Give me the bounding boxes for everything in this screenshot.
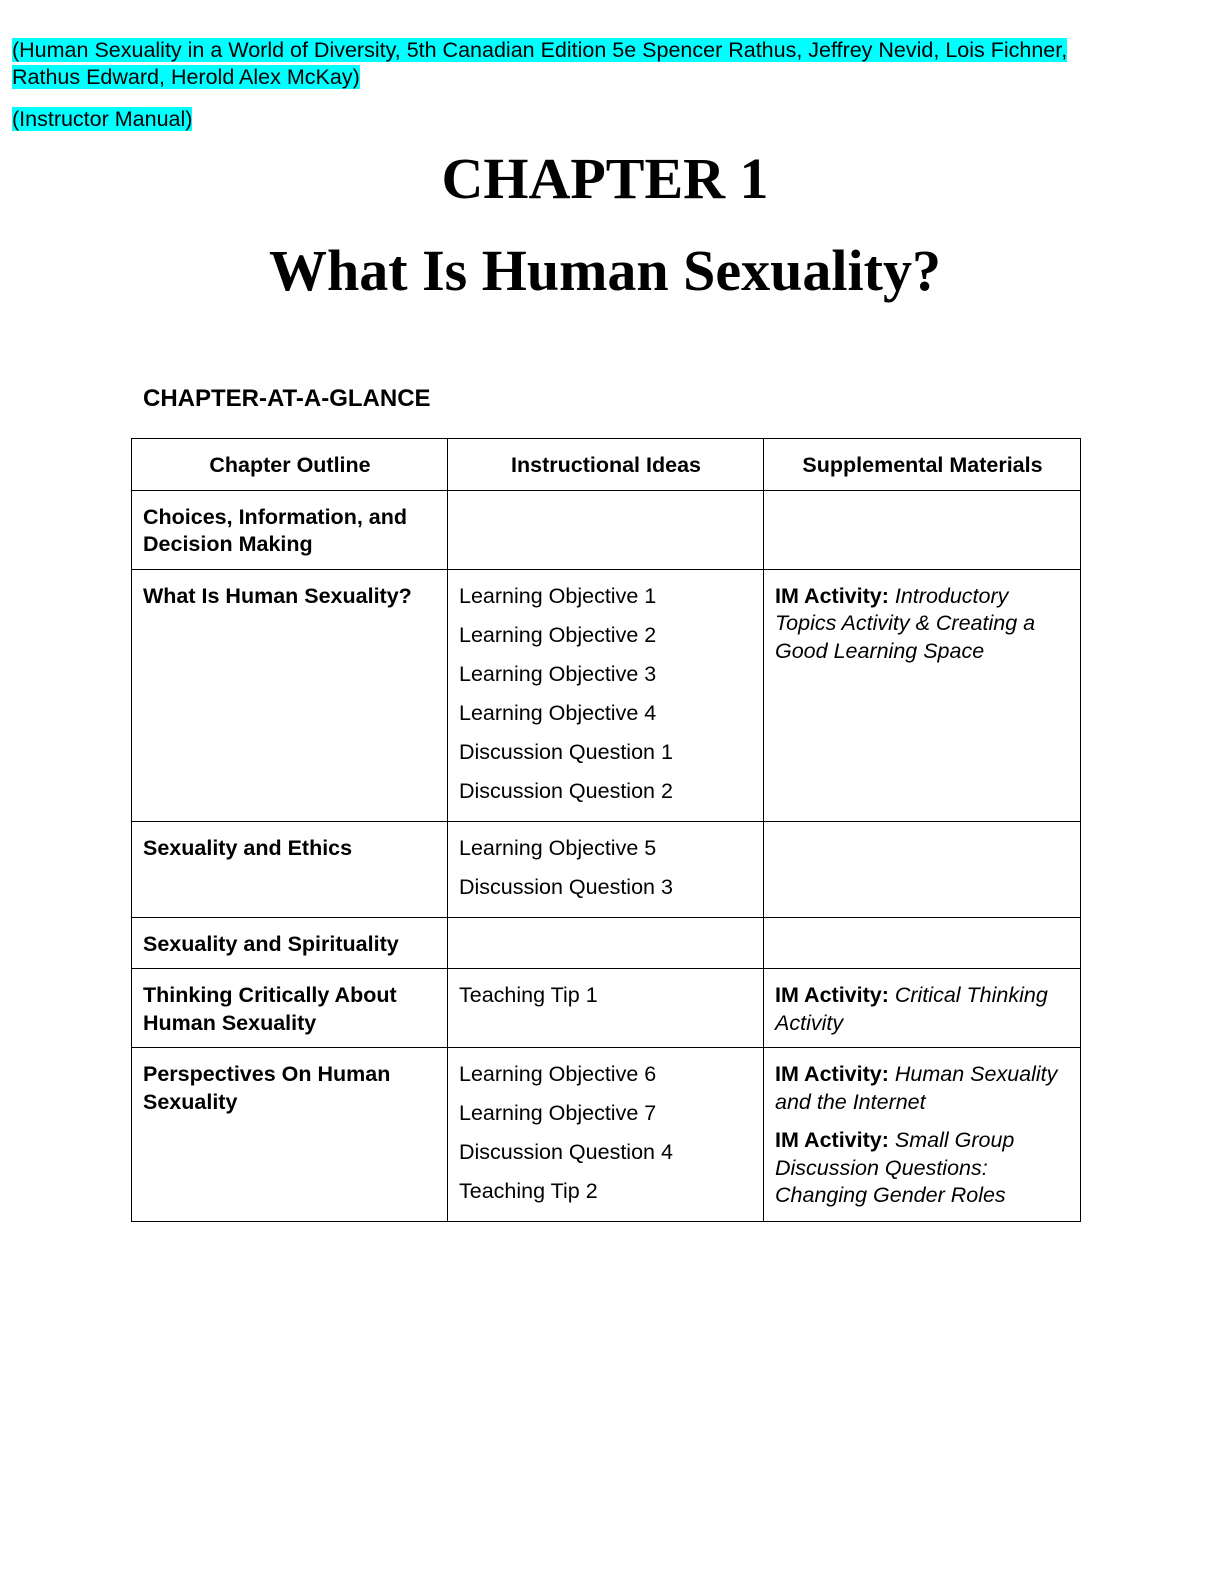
supplemental-materials-cell [764, 821, 1081, 917]
supplement-label: IM Activity: [775, 983, 889, 1007]
instructional-ideas-cell [448, 569, 764, 821]
chapter-at-a-glance-table [131, 438, 1081, 1222]
table-row [132, 490, 1081, 569]
supplement-item [775, 982, 1070, 1037]
instructional-ideas-cell [448, 821, 764, 917]
header-instructional-ideas: Instructional Ideas [448, 439, 764, 491]
supplement-label: IM Activity: [775, 1062, 889, 1086]
supplement-label: IM Activity: [775, 1128, 889, 1152]
instructional-idea-item: Discussion Question 2 [459, 778, 673, 803]
instructional-idea-item: Learning Objective 7 [459, 1101, 657, 1125]
supplement-item [775, 583, 1070, 666]
supplement-item [775, 1061, 1070, 1116]
instructional-ideas-cell [448, 1048, 764, 1222]
instructional-idea-item: Discussion Question 1 [459, 739, 673, 764]
supplemental-materials-cell [764, 569, 1081, 821]
instructional-idea-item: Learning Objective 5 [459, 835, 657, 860]
instructional-idea-item: Learning Objective 4 [459, 700, 657, 725]
chapter-outline-cell: What Is Human Sexuality? [132, 569, 448, 821]
instructional-idea-item: Learning Objective 2 [459, 622, 657, 647]
supplement-title: Critical Thinking Activity [775, 983, 1048, 1035]
instructional-idea-item: Teaching Tip 1 [459, 983, 598, 1007]
table-row [132, 1048, 1081, 1222]
instructional-ideas-cell [448, 969, 764, 1048]
table-row [132, 569, 1081, 821]
chapter-outline-cell: Sexuality and Ethics [132, 821, 448, 917]
instructional-idea-item: Discussion Question 4 [459, 1140, 673, 1164]
chapter-title: What Is Human Sexuality? [269, 238, 941, 303]
instructional-idea-item: Teaching Tip 2 [459, 1179, 598, 1203]
table-row [132, 969, 1081, 1048]
supplement-title: Introductory Topics Activity & Creating a Good Learning Space [775, 583, 1036, 663]
header-supplemental-materials: Supplemental Materials [764, 439, 1081, 491]
table-body [132, 490, 1081, 1222]
instructional-ideas-cell [448, 490, 764, 569]
chapter-outline-cell: Thinking Critically About Human Sexuality [132, 969, 448, 1048]
header-chapter-outline: Chapter Outline [132, 439, 448, 491]
chapter-at-a-glance-heading: CHAPTER-AT-A-GLANCE [143, 385, 431, 412]
supplemental-materials-cell [764, 490, 1081, 569]
table-row [132, 821, 1081, 917]
instructor-manual-label: (Instructor Manual) [12, 107, 193, 131]
chapter-number: CHAPTER 1 [441, 146, 769, 211]
supplemental-materials-cell [764, 917, 1081, 969]
table-header-row [132, 439, 1081, 491]
supplemental-materials-cell [764, 969, 1081, 1048]
supplement-item [775, 1127, 1070, 1210]
instructional-idea-item: Learning Objective 6 [459, 1062, 657, 1086]
supplemental-materials-cell [764, 1048, 1081, 1222]
supplement-title: Human Sexuality and the Internet [775, 1062, 1058, 1114]
chapter-outline-cell: Choices, Information, and Decision Making [132, 490, 448, 569]
chapter-outline-cell: Perspectives On Human Sexuality [132, 1048, 448, 1222]
chapter-outline-cell: Sexuality and Spirituality [132, 917, 448, 969]
supplement-title: Small Group Discussion Questions: Changing Gender Roles [775, 1128, 1015, 1207]
source-citation-line-2: Rathus Edward, Herold Alex McKay) [12, 65, 360, 89]
instructional-idea-item: Learning Objective 3 [459, 661, 657, 686]
source-citation-line-1: (Human Sexuality in a World of Diversity, 5th Canadian Edition 5e Spencer Rathus, Jeffrey Nevid, Lois Fichner, [12, 38, 1068, 62]
instructional-idea-item: Learning Objective 1 [459, 583, 657, 608]
supplement-label: IM Activity: [775, 583, 889, 608]
instructional-ideas-cell [448, 917, 764, 969]
table-row [132, 917, 1081, 969]
instructional-idea-item: Discussion Question 3 [459, 874, 673, 899]
